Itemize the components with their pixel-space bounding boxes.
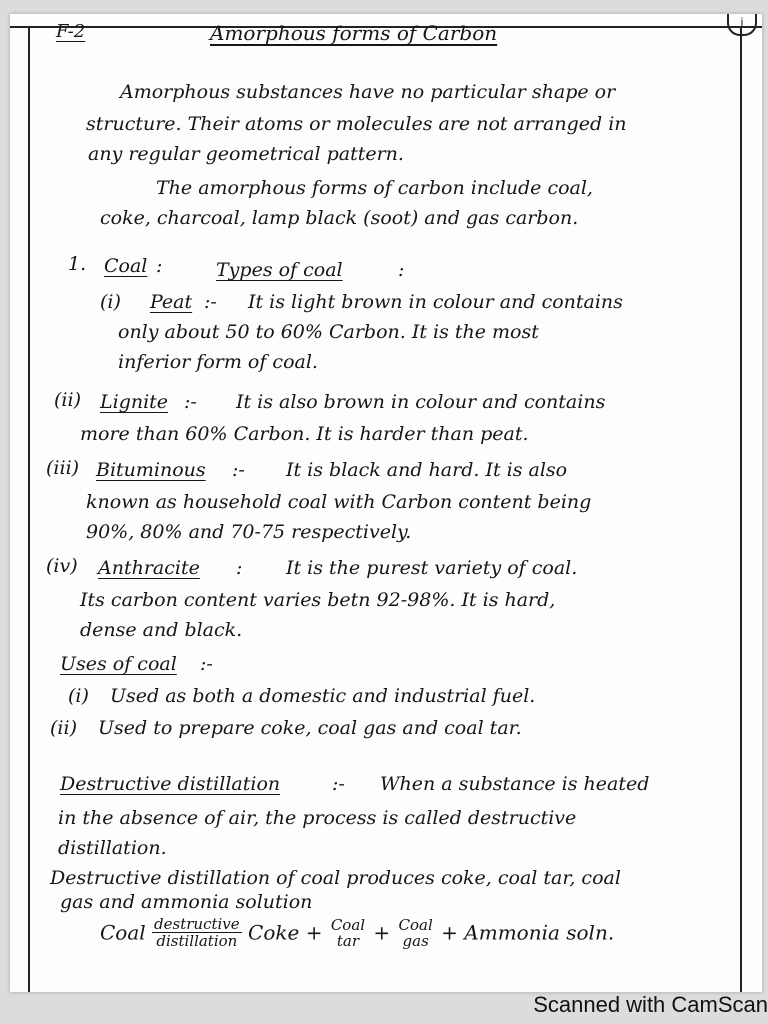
- lignite-line-1: It is also brown in colour and contains: [236, 391, 606, 413]
- coal-tar-top: Coal: [330, 915, 366, 934]
- peat-line-1: It is light brown in colour and contains: [248, 291, 623, 313]
- equation-product-coal-gas: [397, 917, 435, 949]
- peat-line-3: inferior form of coal.: [118, 351, 318, 373]
- type-marker: (iii): [46, 457, 80, 479]
- destructive-product-line-2: gas and ammonia solution: [60, 891, 313, 913]
- type-separator: :: [236, 557, 243, 579]
- destructive-line-2: in the absence of air, the process is called destructive: [58, 807, 577, 829]
- coal-gas-bottom: gas: [402, 931, 429, 950]
- left-margin-line: [28, 26, 30, 992]
- type-marker: (i): [100, 291, 121, 313]
- type-marker: (ii): [54, 389, 81, 411]
- uses-heading: Uses of coal: [60, 653, 177, 675]
- destructive-separator: :-: [332, 773, 345, 795]
- lignite-line-2: more than 60% Carbon. It is harder than peat.: [80, 423, 529, 445]
- destructive-line-1: When a substance is heated: [380, 773, 650, 795]
- bituminous-line-3: 90%, 80% and 70-75 respectively.: [86, 521, 412, 543]
- destructive-term: Destructive distillation: [60, 773, 281, 795]
- type-separator: :-: [232, 459, 245, 481]
- bituminous-line-2: known as household coal with Carbon content being: [86, 491, 592, 513]
- types-colon: :: [398, 259, 405, 281]
- types-heading: Types of coal: [216, 259, 343, 281]
- uses-separator: :-: [200, 653, 213, 675]
- coal-gas-top: Coal: [398, 915, 433, 934]
- type-separator: :-: [184, 391, 197, 413]
- equation-product-coke: Coke: [248, 920, 300, 945]
- anthracite-line-2: Its carbon content varies betn 92-98%. It is hard,: [80, 589, 556, 611]
- equation-arrow-condition: [152, 916, 242, 949]
- page-title: Amorphous forms of Carbon: [210, 21, 498, 45]
- chemical-equation: [100, 916, 614, 949]
- equation-reactant: Coal: [100, 920, 146, 945]
- type-separator: :-: [204, 291, 217, 313]
- intro-line-2: structure. Their atoms or molecules are not arranged in: [86, 113, 627, 135]
- bituminous-line-1: It is black and hard. It is also: [286, 459, 568, 481]
- use-item-2: Used to prepare coke, coal gas and coal tar.: [98, 717, 522, 739]
- right-margin-line: [740, 26, 742, 992]
- use-marker: (ii): [50, 717, 77, 739]
- destructive-line-3: distillation.: [58, 837, 167, 859]
- section-number: 1.: [68, 253, 87, 275]
- type-name-anthracite: Anthracite: [98, 557, 200, 579]
- peat-line-2: only about 50 to 60% Carbon. It is the most: [118, 321, 539, 343]
- destructive-product-line-1: Destructive distillation of coal produces coke, coal tar, coal: [50, 867, 621, 889]
- section-colon: :: [156, 255, 163, 277]
- use-marker: (i): [68, 685, 89, 707]
- section-title-coal: Coal: [104, 255, 148, 277]
- type-marker: (iv): [46, 555, 78, 577]
- intro-line-3: any regular geometrical pattern.: [88, 143, 404, 165]
- type-name-lignite: Lignite: [100, 391, 169, 413]
- arrow-label-top: destructive: [154, 915, 240, 933]
- page-code: F-2: [56, 21, 86, 42]
- equation-product-ammonia: Ammonia soln.: [464, 920, 615, 945]
- type-name-bituminous: Bituminous: [96, 459, 206, 481]
- equation-plus: +: [441, 920, 458, 945]
- use-item-1: Used as both a domestic and industrial fuel.: [110, 685, 536, 707]
- anthracite-line-1: It is the purest variety of coal.: [286, 557, 578, 579]
- equation-plus: +: [373, 920, 391, 945]
- equation-product-coal-tar: [329, 917, 367, 949]
- page-mark-circle: i: [727, 14, 757, 36]
- intro-line-4: The amorphous forms of carbon include coal,: [156, 177, 593, 199]
- anthracite-line-3: dense and black.: [80, 619, 243, 641]
- coal-tar-bottom: tar: [336, 931, 360, 950]
- arrow-label-bottom: distillation: [156, 932, 238, 950]
- intro-line-5: coke, charcoal, lamp black (soot) and gas carbon.: [100, 207, 579, 229]
- type-name-peat: Peat: [150, 291, 193, 313]
- intro-line-1: Amorphous substances have no particular shape or: [120, 81, 616, 103]
- scanner-watermark: Scanned with CamScan: [533, 992, 768, 1017]
- equation-plus: +: [305, 920, 323, 945]
